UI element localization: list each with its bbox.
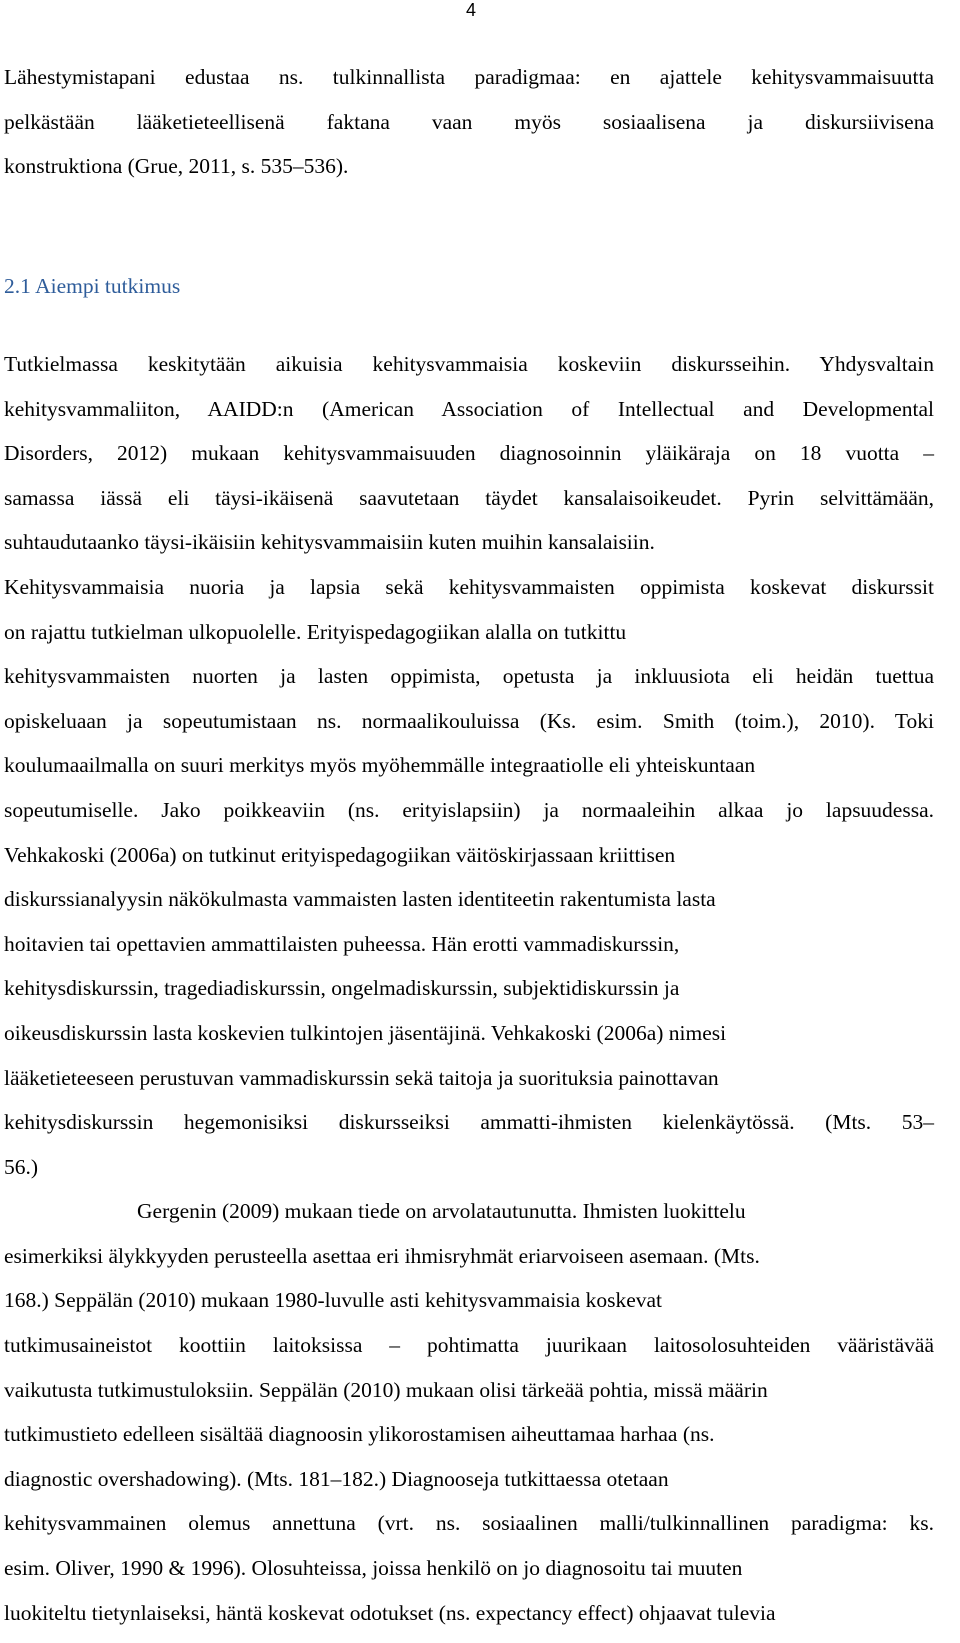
text-line: kehitysvammaisten nuorten ja lasten oppimista, opetusta ja inkluusiota eli heidän tuettua [4,664,934,689]
section-heading: 2.1 Aiempi tutkimus [4,274,181,298]
text-line: lääketieteeseen perustuvan vammadiskurssin sekä taitoja ja suorituksia painottavan [4,1065,719,1090]
section-body [4,342,934,1635]
text-line: koulumaailmalla on suuri merkitys myös myöhemmälle integraatiolle eli yhteiskuntaan [4,753,756,778]
text-line: tutkimusaineistot koottiin laitoksissa – pohtimatta juurikaan laitosolosuhteiden vääristävää [4,1333,934,1358]
text-line: tutkimustieto edelleen sisältää diagnoosin ylikorostamisen aiheuttamaa harhaa (ns. [4,1422,715,1447]
text-line: samassa iässä eli täysi-ikäisenä saavutetaan täydet kansalaisoikeudet. Pyrin selvittämään, [4,485,934,510]
text-line: opiskeluaan ja sopeutumistaan ns. normaalikouluissa (Ks. esim. Smith (toim.), 2010). Toki [4,708,934,733]
text-line: kehitysvammainen olemus annettuna (vrt. ns. sosiaalinen malli/tulkinnallinen paradigma: ks. [4,1511,934,1536]
text-line: hoitavien tai opettavien ammattilaisten puheessa. Hän erotti vammadiskurssin, [4,931,680,956]
text-line: vaikutusta tutkimustuloksiin. Seppälän (2010) mukaan olisi tärkeää pohtia, missä määrin [4,1377,768,1402]
text-line: diskurssianalyysin näkökulmasta vammaisten lasten identiteetin rakentumista lasta [4,887,716,912]
text-line: suhtaudutaanko täysi-ikäisiin kehitysvammaisiin kuten muihin kansalaisiin. [4,530,655,555]
text-line: Tutkielmassa keskitytään aikuisia kehitysvammaisia koskeviin diskursseihin. Yhdysvaltain [4,352,934,376]
text-line: kehitysvammaliiton, AAIDD:n (American Association of Intellectual and Developmental [4,396,934,421]
text-line: kehitysdiskurssin hegemonisiksi diskursseiksi ammatti-ihmisten kielenkäytössä. (Mts. 53– [4,1110,934,1135]
text-line: Gergenin (2009) mukaan tiede on arvolatautunutta. Ihmisten luokittelu [137,1199,746,1224]
text-line: 168.) Seppälän (2010) mukaan 1980-luvulle asti kehitysvammaisia koskevat [4,1288,662,1313]
text-line: Disorders, 2012) mukaan kehitysvammaisuuden diagnosoinnin yläikäraja on 18 vuotta – [4,441,934,466]
text-line: sopeutumiselle. Jako poikkeaviin (ns. erityislapsiin) ja normaaleihin alkaa jo lapsuudessa. [4,797,934,822]
text-line: diagnostic overshadowing). (Mts. 181–182.) Diagnooseja tutkittaessa otetaan [4,1466,669,1491]
text-line: Lähestymistapani edustaa ns. tulkinnallista paradigmaa: en ajattele kehitysvammaisuutta [4,65,934,89]
text-line: esim. Oliver, 1990 & 1996). Olosuhteissa, joissa henkilö on jo diagnosoitu tai muuten [4,1556,743,1581]
text-line: on rajattu tutkielman ulkopuolelle. Erityispedagogiikan alalla on tutkittu [4,619,627,644]
text-line: pelkästään lääketieteellisenä faktana vaan myös sosiaalisena ja diskursiivisena [4,109,934,134]
text-line: esimerkiksi älykkyyden perusteella asettaa eri ihmisryhmät eriarvoiseen asemaan. (Mts. [4,1243,760,1268]
text-line: kehitysdiskurssin, tragediadiskurssin, ongelmadiskurssin, subjektidiskurssin ja [4,976,680,1001]
text-line: Kehitysvammaisia nuoria ja lapsia sekä kehitysvammaisten oppimista koskevat diskurssit [4,574,934,599]
page-number: 4 [466,0,477,20]
text-line: oikeusdiskurssin lasta koskevien tulkintojen jäsentäjinä. Vehkakoski (2006a) nimesi [4,1020,727,1045]
text-line: luokiteltu tietynlaiseksi, häntä koskevat odotukset (ns. expectancy effect) ohjaavat tulevia [4,1600,776,1625]
text-line: Vehkakoski (2006a) on tutkinut erityispedagogiikan väitöskirjassaan kriittisen [4,842,676,867]
intro-paragraph [4,55,934,189]
text-line: konstruktiona (Grue, 2011, s. 535–536). [4,154,349,179]
text-line: 56.) [4,1154,39,1179]
